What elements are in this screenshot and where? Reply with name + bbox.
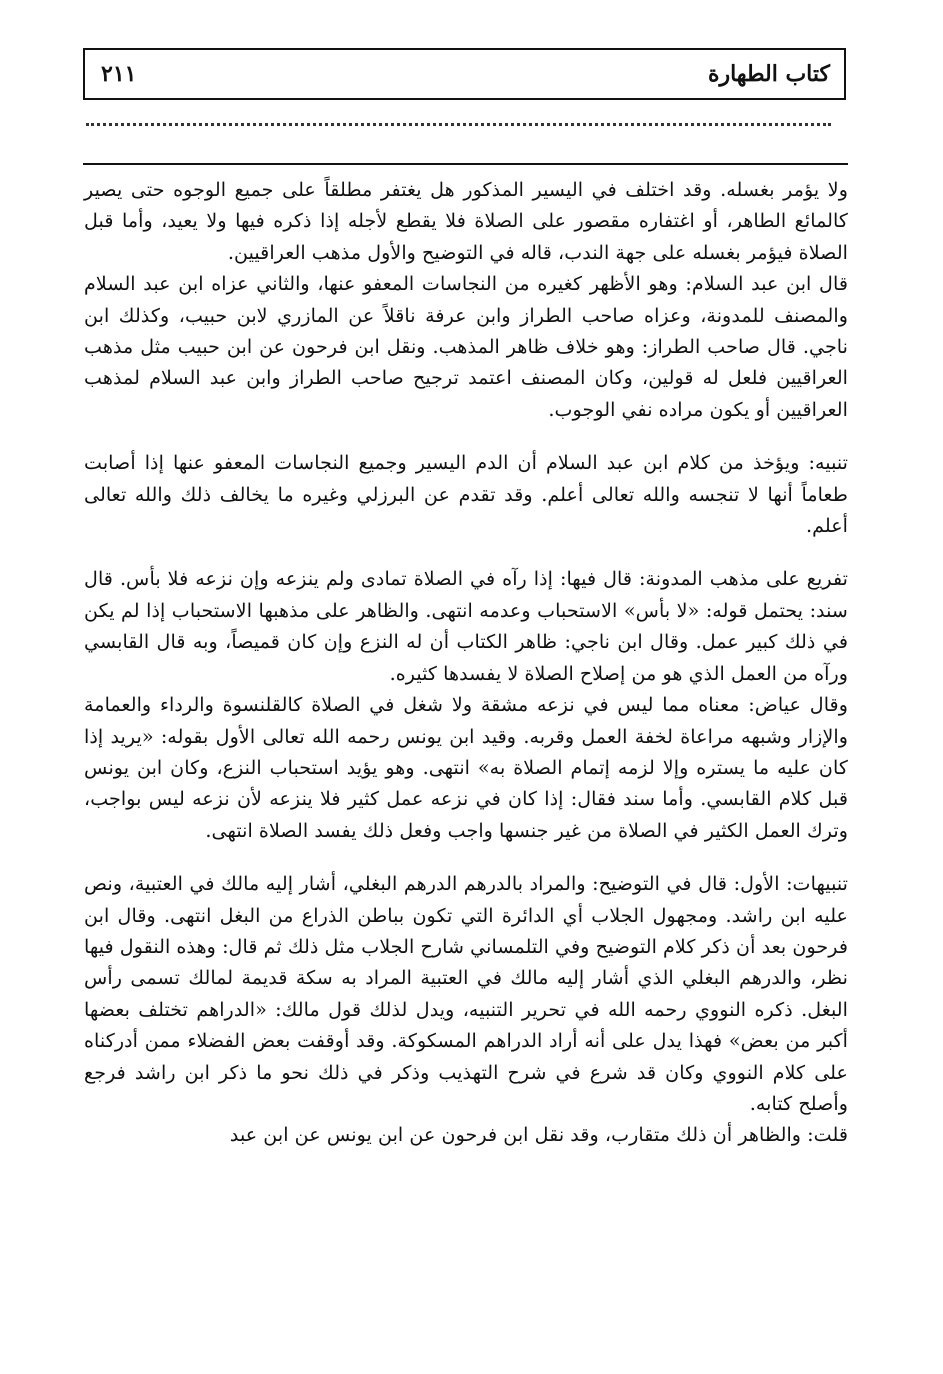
paragraph: قال ابن عبد السلام: وهو الأظهر كغيره من النجاسات المعفو عنها، والثاني عزاه ابن عبد السلام والمصنف للمدونة، وعزاه صاحب الطراز وابن عرفة ناقلاً عن المازري لابن حبيب، وكذلك ابن ناجي. قال صاحب الطراز: وهو خلاف ظاهر المذهب. ونقل ابن فرحون عن ابن حبيب مثل مذهب العراقيين فلعل له قولين، وكان المصنف اعتمد ترجيح صاحب الطراز وابن عبد السلام لمذهب العراقيين أو يكون مراده نفي الوجوب. <box>84 272 848 421</box>
body-text <box>84 174 848 1151</box>
paragraph: قلت: والظاهر أن ذلك متقارب، وقد نقل ابن فرحون عن ابن يونس عن ابن عبد <box>229 1123 848 1147</box>
paragraph: تفريع على مذهب المدونة: قال فيها: إذا رآه في الصلاة تمادى ولم ينزعه وإن نزعه فلا بأس. قال سند: يحتمل قوله: «لا بأس» الاستحباب وعدمه انتهى. والظاهر على مذهبها الاستحباب إذا لم يكن في ذلك كبير عمل. وقال ابن ناجي: ظاهر الكتاب أن له النزع وإن كان قميصاً، وبه قال القابسي ورآه من العمل الذي هو من إصلاح الصلاة لا يفسدها كثيره. <box>84 567 848 685</box>
paragraph: ولا يؤمر بغسله. وقد اختلف في اليسير المذكور هل يغتفر مطلقاً على جميع الوجوه حتى يصير كالمائع الطاهر، أو اغتفاره مقصور على الصلاة فلا يقطع لأجله إذا ذكره فيها ولا يعيد، وأما قبل الصلاة فيؤمر بغسله على جهة الندب، قاله في التوضيح والأول مذهب العراقيين. <box>84 178 848 264</box>
paragraph: وقال عياض: معناه مما ليس في نزعه مشقة ولا شغل في الصلاة كالقلنسوة والرداء والعمامة والإزار وشبهه مراعاة لخفة العمل وقربه. وقيد ابن يونس رحمه الله تعالى الأول بقوله: «يريد إذا كان عليه ما يستره وإلا لزمه إتمام الصلاة به» انتهى. وهو يؤيد استحباب النزع، وكان ابن يونس قبل كلام القابسي. وأما سند فقال: إذا كان في نزعه عمل كثير فلا ينزعه لأن نزعه ليس بواجب، وترك العمل الكثير في الصلاة من غير جنسها واجب وفعل ذلك يفسد الصلاة انتهى. <box>84 693 848 842</box>
running-header <box>83 48 846 100</box>
paragraph: تنبيه: ويؤخذ من كلام ابن عبد السلام أن الدم اليسير وجميع النجاسات المعفو عنها إذا أصابت طعاماً أنها لا تنجسه والله تعالى أعلم. وقد تقدم عن البرزلي وغيره ما يخالف ذلك والله تعالى أعلم. <box>84 451 848 538</box>
dotted-separator <box>86 123 831 126</box>
horizontal-rule <box>83 163 848 165</box>
page-number: ٢١١ <box>101 61 137 87</box>
paragraph: تنبيهات: الأول: قال في التوضيح: والمراد بالدرهم الدرهم البغلي، أشار إليه مالك في العتبية، ونص عليه ابن راشد. ومجهول الجلاب أي الدائرة التي تكون بباطن الذراع من البغل انتهى. وقال ابن فرحون بعد أن ذكر كلام التوضيح وفي التلمساني شارح الجلاب مثل ذلك ثم قال: وهذه النقول فيها نظر، والدرهم البغلي الذي أشار إليه مالك في العتبية المراد به سكة قديمة لمالك تسمى رأس البغل. ذكره النووي رحمه الله في تحرير التنبيه، ويدل لذلك قول مالك: «الدراهم تختلف بعضها أكبر من بعض» فهذا يدل على أنه أراد الدراهم المسكوكة. وقد أوقفت بعض الفضلاء ممن أدركناه على كلام النووي وكان قد شرع في شرح التهذيب وذكر في ذلك نحو ما ذكر ابن راشد فرجع وأصلح كتابه. <box>84 872 848 1115</box>
book-title: كتاب الطهارة <box>707 61 830 87</box>
